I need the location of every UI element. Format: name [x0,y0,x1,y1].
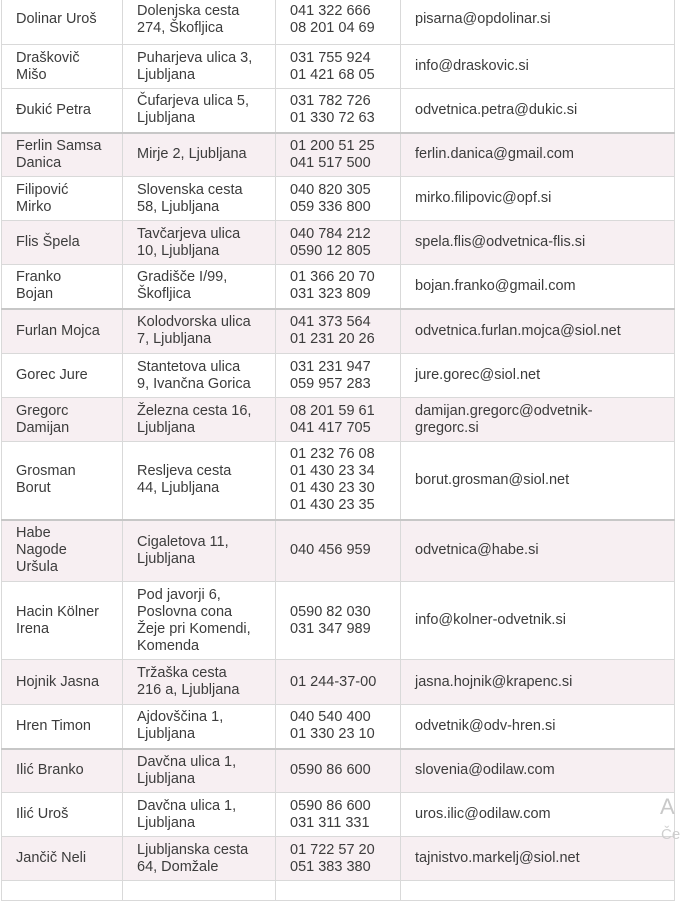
phone-cell [276,0,401,45]
address-cell [123,265,276,309]
name-cell [2,660,123,705]
email-cell-line: info@draskovic.si [415,58,529,74]
table-row [2,309,675,354]
address-cell-line: Cigaletova 11, [137,533,229,550]
email-cell [401,221,675,265]
address-cell-line: 9, Ivančna Gorica [137,375,251,392]
table-row [2,660,675,705]
email-cell [401,520,675,582]
email-cell-line: jasna.hojnik@krapenc.si [415,673,573,690]
phone-cell-line: 01 366 20 70 [290,269,375,286]
phone-cell-line: 01 430 23 34 [290,463,375,480]
phone-cell-line: 08 201 04 69 [290,19,375,36]
phone-cell-line: 0590 86 600 [290,797,371,814]
phone-cell [276,354,401,398]
name-cell-line: Hacin Kölner [16,603,100,620]
phone-cell [276,265,401,309]
name-cell-line: Irena [16,620,50,637]
phone-cell-line: 01 430 23 35 [290,497,375,514]
phone-cell-line: 01 244-37-00 [290,673,377,690]
email-cell-line: info@kolner-odvetnik.si [415,612,566,628]
address-cell-line: Davčna ulica 1, [137,797,237,814]
table-row [2,582,675,660]
email-cell [401,660,675,705]
address-cell [123,793,276,837]
name-cell [2,837,123,881]
table-row [2,89,675,133]
phone-cell-line: 040 540 400 [290,709,371,726]
address-cell [123,45,276,89]
table-row [2,881,675,901]
phone-cell-line: 01 231 20 26 [290,331,375,348]
name-cell-line: Jančič Neli [16,850,87,866]
email-cell-line: mirko.filipovic@opf.si [415,190,552,206]
phone-cell [276,309,401,354]
table-row [2,354,675,398]
phone-cell-line: 040 784 212 [290,225,371,242]
address-cell-line: Ljubljana [137,770,196,787]
name-cell [2,133,123,177]
name-cell [2,177,123,221]
name-cell [2,582,123,660]
address-cell-line: Komenda [137,637,200,654]
name-cell [2,793,123,837]
phone-cell-line: 031 323 809 [290,286,371,303]
address-cell [123,705,276,749]
attorney-directory-table [1,0,675,901]
email-cell-line: tajnistvo.markelj@siol.net [415,850,580,866]
name-cell-line: Ilić Branko [16,762,84,779]
phone-cell-line: 040 456 959 [290,542,371,559]
name-cell-line: Flis Špela [16,234,80,250]
email-cell [401,309,675,354]
name-cell-line: Nagode [16,542,67,559]
address-cell-line: Železna cesta 16, [137,402,252,419]
name-cell-line: Filipović [16,181,69,198]
address-cell-line: Ljubljana [137,550,196,567]
name-cell [2,881,123,901]
address-cell-line: Škofljica [137,286,191,303]
name-cell-line: Đukić Petra [16,101,91,118]
name-cell [2,221,123,265]
phone-cell-line: 041 373 564 [290,314,371,331]
phone-cell-line: 041 417 705 [290,419,371,436]
name-cell-line: Ferlin Samsa [16,137,102,154]
name-cell-line: Draškovič [16,49,80,66]
phone-cell-line: 031 311 331 [290,814,370,831]
address-cell-line: Ljubljana [137,726,196,743]
email-cell [401,133,675,177]
name-cell [2,354,123,398]
address-cell-line: Ljubljana [137,419,196,436]
phone-cell [276,221,401,265]
address-cell [123,133,276,177]
name-cell-line: Bojan [16,286,54,303]
address-cell-line: Resljeva cesta [137,463,232,480]
name-cell-line: Franko [16,269,62,286]
phone-cell [276,660,401,705]
email-cell-line: bojan.franko@gmail.com [415,277,576,294]
address-cell-line: Mirje 2, Ljubljana [137,146,247,163]
address-cell-line: Ajdovščina 1, [137,709,224,726]
name-cell-line: Hren Timon [16,717,91,734]
email-cell [401,582,675,660]
address-cell [123,221,276,265]
name-cell-line: Furlan Mojca [16,322,100,339]
email-cell-line: odvetnica.petra@dukic.si [415,101,578,118]
address-cell [123,749,276,793]
address-cell-line: Slovenska cesta [137,181,243,198]
address-cell-line: Čufarjeva ulica 5, [137,93,250,110]
name-cell-line: Gorec Jure [16,367,88,383]
phone-cell [276,133,401,177]
email-cell-line: borut.grosman@siol.net [415,471,570,488]
address-cell-line: Ljubljana [137,814,196,831]
name-cell [2,45,123,89]
email-cell-line: odvetnica@habe.si [415,542,539,559]
phone-cell-line: 0590 12 805 [290,242,371,259]
address-cell-line: Gradišče I/99, [137,269,228,286]
phone-cell-line: 059 336 800 [290,198,371,215]
address-cell-line: Kolodvorska ulica [137,314,251,331]
phone-cell [276,582,401,660]
table-body [2,0,675,901]
email-cell [401,265,675,309]
table-row [2,221,675,265]
address-cell-line: Pod javorji 6, [137,586,221,603]
address-cell-line: Ljubljana [137,66,196,83]
phone-cell-line: 01 330 72 63 [290,110,375,127]
name-cell-line: Dolinar Uroš [16,11,97,27]
address-cell [123,89,276,133]
phone-cell-line: 01 200 51 25 [290,137,375,154]
address-cell-line: Dolenjska cesta [137,2,240,19]
name-cell-line: Grosman [16,463,76,480]
table-row [2,749,675,793]
name-cell-line: Mirko [16,198,52,215]
name-cell-line: Damijan [16,419,70,436]
phone-cell-line: 051 383 380 [290,858,371,875]
table-row [2,177,675,221]
email-cell-line: gregorc.si [415,419,479,436]
address-cell-line: Ljubljana [137,110,196,127]
table-row [2,442,675,520]
phone-cell-line: 031 755 924 [290,49,371,66]
table-row [2,0,675,45]
table-row [2,520,675,582]
phone-cell-line: 040 820 305 [290,181,371,198]
email-cell [401,749,675,793]
address-cell [123,177,276,221]
name-cell [2,520,123,582]
email-cell [401,0,675,45]
email-cell [401,837,675,881]
phone-cell-line: 01 430 23 30 [290,480,375,497]
name-cell [2,265,123,309]
email-cell-line: odvetnik@odv-hren.si [415,717,556,734]
phone-cell-line: 01 421 68 05 [290,66,375,83]
address-cell-line: Žeje pri Komendi, [137,620,251,637]
phone-cell [276,89,401,133]
email-cell-line: pisarna@opdolinar.si [415,11,551,27]
address-cell-line: Poslovna cona [137,603,233,620]
address-cell-line: 58, Ljubljana [137,198,220,215]
phone-cell-line: 041 322 666 [290,2,371,19]
address-cell-line: 64, Domžale [137,858,219,875]
email-cell-line: ferlin.danica@gmail.com [415,146,574,163]
table-row [2,398,675,442]
address-cell-line: 44, Ljubljana [137,480,220,497]
email-cell [401,89,675,133]
address-cell [123,442,276,520]
phone-cell [276,705,401,749]
table-row [2,45,675,89]
email-cell-line: odvetnica.furlan.mojca@siol.net [415,322,621,339]
phone-cell-line: 0590 86 600 [290,762,371,779]
phone-cell [276,520,401,582]
phone-cell [276,398,401,442]
address-cell-line: Davčna ulica 1, [137,753,237,770]
name-cell-line: Mišo [16,66,47,83]
name-cell [2,398,123,442]
phone-cell-line: 01 330 23 10 [290,726,375,743]
name-cell-line: Hojnik Jasna [16,673,100,690]
address-cell [123,309,276,354]
table-row [2,837,675,881]
address-cell [123,660,276,705]
email-cell-line: damijan.gregorc@odvetnik- [415,402,593,419]
address-cell-line: Tavčarjeva ulica [137,225,241,242]
name-cell [2,705,123,749]
table-row [2,793,675,837]
phone-cell-line: 01 232 76 08 [290,446,375,463]
name-cell-line: Borut [16,480,51,497]
phone-cell-line: 01 722 57 20 [290,841,375,858]
activation-watermark-subtext: Če [661,826,680,843]
email-cell [401,45,675,89]
name-cell [2,89,123,133]
phone-cell [276,837,401,881]
phone-cell-line: 059 957 283 [290,375,371,392]
address-cell [123,354,276,398]
address-cell [123,398,276,442]
address-cell [123,0,276,45]
email-cell [401,793,675,837]
phone-cell-line: 031 347 989 [290,620,371,637]
address-cell-line: 216 a, Ljubljana [137,682,240,698]
address-cell-line: Stantetova ulica [137,358,241,375]
email-cell-line: spela.flis@odvetnica-flis.si [415,234,586,250]
name-cell [2,0,123,45]
address-cell-line: Tržaška cesta [137,665,227,681]
address-cell-line: 274, Škofljica [137,19,224,36]
address-cell [123,582,276,660]
table-row [2,133,675,177]
table-row [2,265,675,309]
name-cell-line: Gregorc [16,402,69,419]
address-cell [123,520,276,582]
email-cell [401,442,675,520]
table-row [2,705,675,749]
phone-cell [276,177,401,221]
address-cell [123,881,276,901]
phone-cell [276,749,401,793]
phone-cell-line: 041 517 500 [290,154,371,171]
phone-cell [276,45,401,89]
address-cell-line: Puharjeva ulica 3, [137,49,253,66]
name-cell [2,749,123,793]
phone-cell-line: 0590 82 030 [290,603,371,620]
phone-cell-line: 08 201 59 61 [290,402,375,419]
email-cell [401,354,675,398]
phone-cell [276,881,401,901]
email-cell-line: uros.ilic@odilaw.com [415,806,551,822]
name-cell-line: Uršula [16,559,58,576]
email-cell [401,881,675,901]
name-cell-line: Danica [16,154,62,171]
phone-cell-line: 031 782 726 [290,93,371,110]
phone-cell-line: 031 231 947 [290,358,371,375]
phone-cell [276,793,401,837]
email-cell [401,398,675,442]
email-cell-line: slovenia@odilaw.com [415,762,555,779]
address-cell [123,837,276,881]
activation-watermark: A [660,794,675,819]
email-cell [401,705,675,749]
address-cell-line: 7, Ljubljana [137,331,212,348]
address-cell-line: 10, Ljubljana [137,242,220,259]
name-cell [2,309,123,354]
email-cell-line: jure.gorec@siol.net [415,367,541,383]
phone-cell [276,442,401,520]
address-cell-line: Ljubljanska cesta [137,841,249,858]
name-cell [2,442,123,520]
email-cell [401,177,675,221]
name-cell-line: Ilić Uroš [16,806,69,822]
name-cell-line: Habe [16,525,51,542]
